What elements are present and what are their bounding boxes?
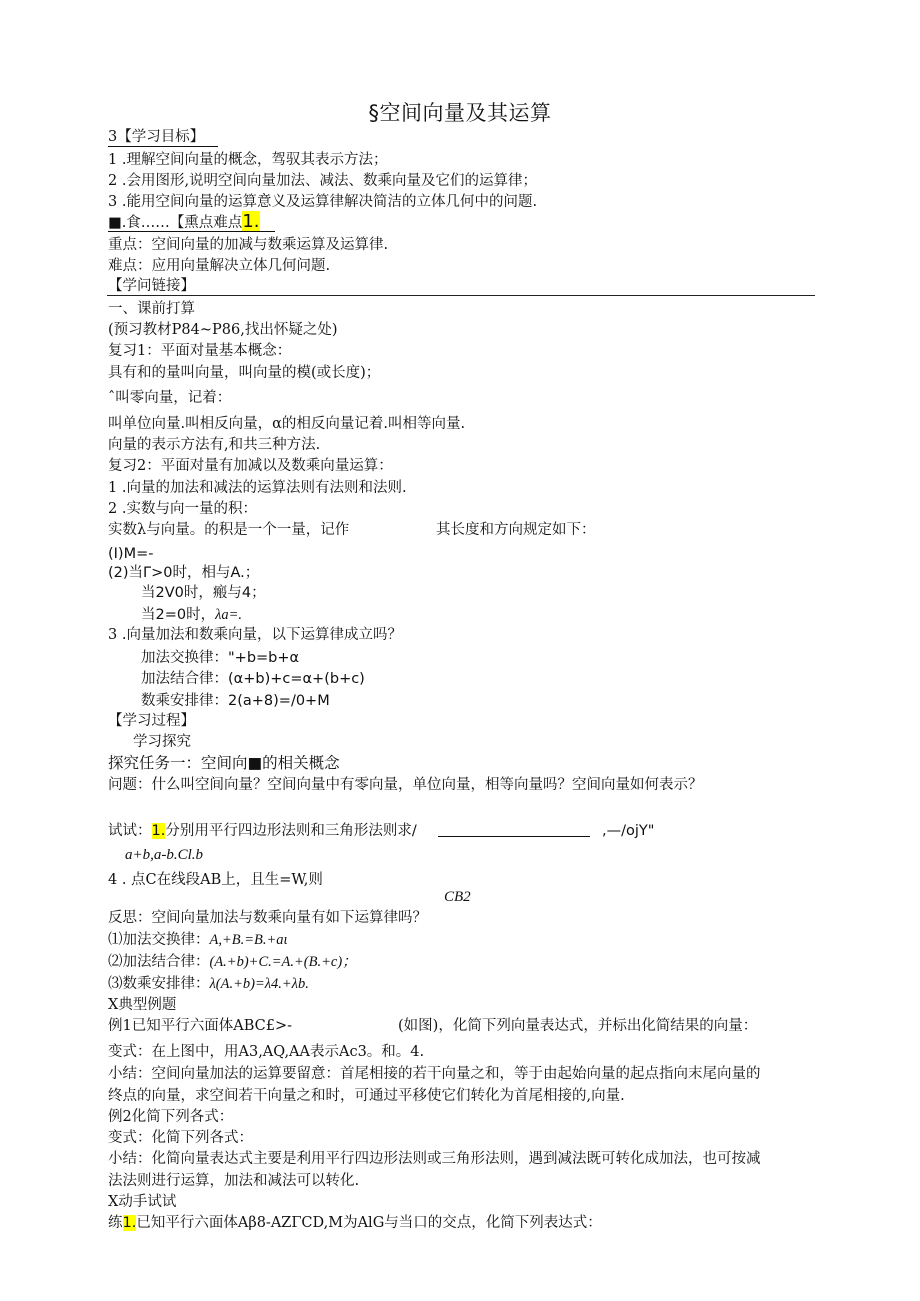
rule-line-text: 当2=0时，	[141, 607, 216, 623]
law-line	[108, 931, 288, 949]
text-line: 2 .实数与向一量的积：	[108, 501, 257, 517]
practice-line	[108, 1214, 602, 1232]
summary-line: 终点的向量，求空间若干向量之和时，可通过平移使它们转化为首尾相接的,向量.	[108, 1088, 625, 1104]
keypoints-heading	[108, 213, 260, 232]
links-heading: 【学问链接】	[108, 278, 195, 294]
rule-line	[141, 606, 242, 624]
law-name: ⑴加法交换律：	[108, 932, 210, 948]
objectives-underline	[108, 146, 218, 147]
keypoints-heading-mark: 1.	[242, 211, 260, 232]
objective-item: 1 .理解空间向量的概念，驾驭其表示方法；	[108, 152, 388, 168]
process-heading: 【学习过程】	[108, 713, 195, 729]
key-point: 重点：空间向量的加减与数乘运算及运算律.	[108, 237, 389, 253]
keypoints-underline	[108, 231, 275, 232]
law-name: ⑵加法结合律：	[108, 954, 210, 970]
rule-line-expr: λa=.	[215, 607, 243, 623]
objective-item: 2 .会用图形,说明空间向量加法、减法、数乘向量及它们的运算律；	[108, 173, 538, 189]
variant-line: 变式：在上图中，用A3,AQ,AA表示Ac3。和。4.	[108, 1044, 425, 1060]
variant-line: 变式：化简下列各式：	[108, 1130, 253, 1146]
example-heading: X典型例题	[108, 997, 177, 1013]
objectives-heading: 3【学习目标】	[108, 129, 205, 145]
keypoints-heading-text: ■.食……【熏点难点	[108, 215, 243, 231]
fraction-denominator: CB2	[444, 889, 471, 905]
law-name: 加法结合律：	[141, 671, 228, 687]
task-heading	[108, 754, 340, 772]
text-line: 其长度和方向规定如下：	[436, 522, 596, 538]
practice-mark: 1.	[122, 1215, 137, 1231]
answer-blank	[438, 836, 590, 837]
rule-line: 当2V0时，瘢与4；	[141, 585, 266, 601]
try-tail: ,—/ojY"	[602, 823, 655, 839]
text-line: 具有和的量叫向量，叫向量的模(或长度)；	[108, 365, 381, 381]
question-line: 问题：什么叫空间向量？空间向量中有零向量，单位向量，相等向量吗？空间向量如何表示？	[108, 777, 703, 793]
review1-heading: 复习1：平面对量基本概念：	[108, 343, 292, 359]
example-line: (如图)，化简下列向量表达式，并标出化简结果的向量：	[398, 1018, 758, 1034]
practice-prefix: 练	[108, 1215, 123, 1231]
law-expr: 2(a+8)=∕0+M	[228, 693, 330, 709]
law-name: 数乘安排律：	[141, 693, 228, 709]
problem-line: 4 . 点C在线段AB上，且生=W,则	[108, 872, 323, 888]
section-divider	[107, 295, 815, 296]
example-line: 例2化简下列各式：	[108, 1109, 234, 1125]
text-line: 3 .向量加法和数乘向量，以下运算律成立吗？	[108, 627, 402, 643]
law-line	[141, 649, 299, 667]
try-expression: a+b,a-b.Cl.b	[125, 847, 204, 863]
law-expr: A,+B.=B.+aι	[209, 932, 288, 948]
law-line	[108, 975, 309, 993]
law-line	[108, 953, 357, 971]
text-line: 1 .向量的加法和减法的运算法则有法则和法则.	[108, 480, 407, 496]
law-name: 加法交换律：	[141, 650, 228, 666]
try-slash: /	[411, 823, 417, 839]
task-heading-a: 探究任务一：空间向■的	[108, 754, 278, 772]
preview-note: (预习教材P84~P86,找出怀疑之处)	[108, 322, 338, 338]
example-line: 例1已知平行六面体ABC£>-	[108, 1018, 292, 1034]
law-expr: (α+b)+c=α+(b+c)	[228, 671, 365, 687]
law-line	[141, 692, 330, 710]
try-line	[108, 822, 417, 840]
summary-line: 小结：化简向量表达式主要是利用平行四边形法则或三角形法则，遇到减法既可转化成加法，也可按减	[108, 1151, 761, 1167]
reflect-line: 反思：空间向量加法与数乘向量有如下运算律吗？	[108, 910, 427, 926]
summary-line: 法法则进行运算，加法和减法可以转化.	[108, 1173, 360, 1189]
try-prefix: 试试：	[108, 823, 152, 839]
section-heading: 一、课前打算	[108, 301, 195, 317]
difficult-point: 难点：应用向量解决立体几何问题.	[108, 258, 331, 274]
try-mark: 1.	[151, 823, 166, 839]
law-expr: "+b=b+α	[228, 650, 300, 666]
process-subheading: 学习探究	[133, 734, 191, 750]
law-name: ⑶数乘安排律：	[108, 976, 210, 992]
summary-line: 小结：空间向量加法的运算要留意：首尾相接的若干向量之和，等于由起始向量的起点指向末尾向量的	[108, 1066, 761, 1082]
practice-text: 已知平行六面体Aβ8-AΖΓCD,M为AlG与当口的交点，化简下列表达式：	[136, 1215, 602, 1231]
objective-item: 3 .能用空间向量的运算意义及运算律解决简洁的立体几何中的问题.	[108, 194, 538, 210]
text-line: 实数λ与向量。的积是一个一量，记作	[108, 522, 350, 538]
text-line: 向量的表示方法有,和共三种方法.	[108, 437, 321, 453]
rule-line: (2)当Γ>0时，相与A.；	[108, 565, 260, 581]
law-expr: (A.+b)+C.=A.+(B.+c)；	[209, 954, 357, 970]
try-text: 分别用平行四边形法则和三角形法则求	[165, 823, 412, 839]
text-line: 叫单位向量.叫相反向量，α的相反向量记着.叫相等向量.	[108, 416, 466, 432]
practice-heading: X动手试试	[108, 1194, 177, 1210]
law-expr: λ(A.+b)=λ4.+λb.	[209, 976, 309, 992]
rule-line: (I)M=-	[108, 546, 154, 562]
law-line	[141, 670, 365, 688]
text-line: ˆ叫零向量，记着：	[108, 390, 232, 406]
page-title: §空间向量及其运算	[368, 101, 552, 125]
task-heading-b: 相关概念	[277, 754, 340, 772]
review2-heading: 复习2：平面对量有加减以及数乘向量运算：	[108, 458, 393, 474]
